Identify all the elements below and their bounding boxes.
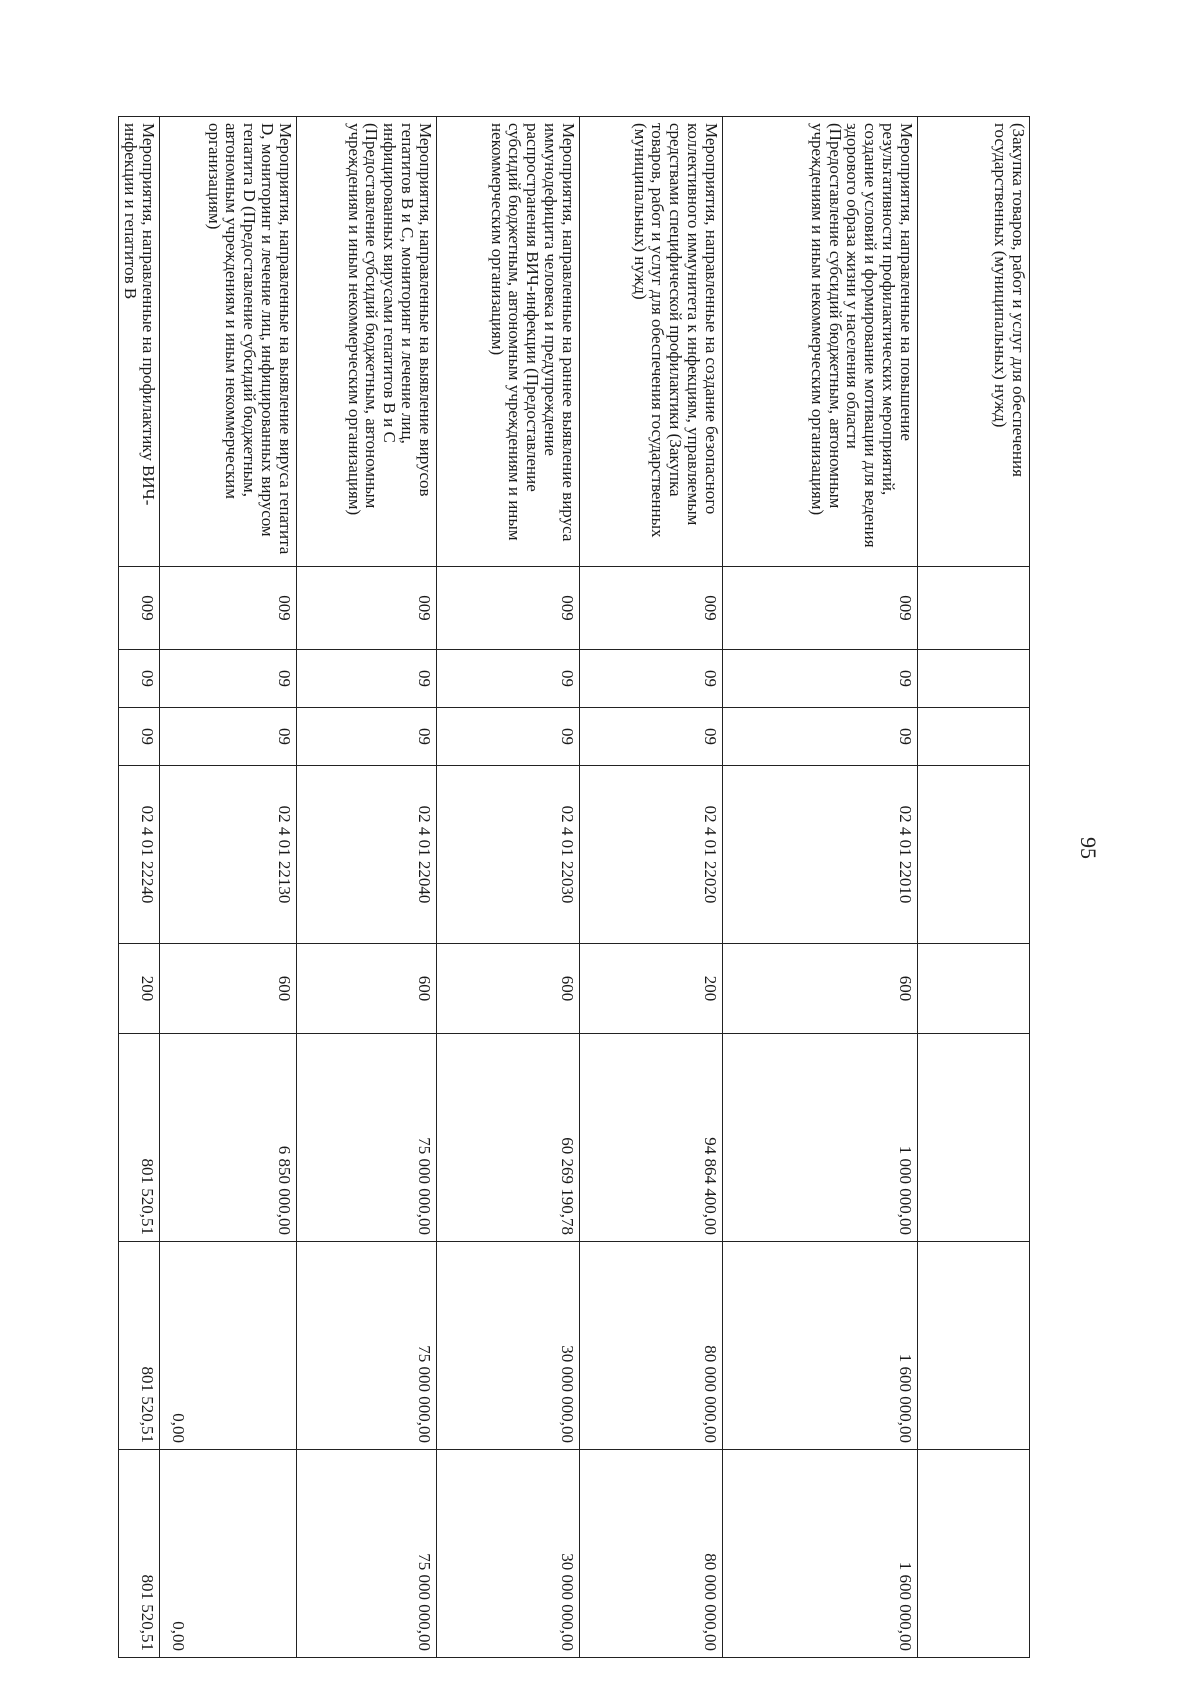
table-row: [160, 117, 297, 1658]
subsection-code: 09: [297, 708, 437, 766]
row-description: Мероприятия, направленные на выявление вируса гепатита D, мониторинг и лечение лиц, инфицированных вирусом гепатита D (Предоставление субсидий бюджетным, автономным учреждениям и иным некоммерческим организациям): [160, 117, 297, 567]
expense-type-code: [918, 944, 1030, 1034]
table-row: [437, 117, 580, 1658]
amount-year-2: [918, 1242, 1030, 1450]
ministry-code: 009: [119, 567, 160, 650]
ministry-code: [918, 567, 1030, 650]
amount-year-3: [918, 1450, 1030, 1658]
ministry-code: 009: [297, 567, 437, 650]
amount-year-2: 1 600 000,00: [723, 1242, 918, 1450]
row-description: Мероприятия, направленные на профилактику ВИЧ-инфекции и гепатитов В: [119, 117, 160, 567]
subsection-code: 09: [160, 708, 297, 766]
table-row: [580, 117, 723, 1658]
amount-year-3: 30 000 000,00: [437, 1450, 580, 1658]
section-code: 09: [580, 650, 723, 708]
section-code: 09: [723, 650, 918, 708]
budget-table: [118, 116, 1030, 1658]
subsection-code: 09: [580, 708, 723, 766]
row-description: Мероприятия, направленные на выявление вирусов гепатитов В и С, мониторинг и лечение лиц, инфицированных вирусами гепатитов В и С (Предоставление субсидий бюджетным, автономным учреждениям и иным некоммерческим организациям): [297, 117, 437, 567]
expense-type-code: 600: [437, 944, 580, 1034]
target-article-code: 02 4 01 22030: [437, 766, 580, 944]
amount-year-1: 6 850 000,00: [160, 1034, 297, 1242]
subsection-code: 09: [119, 708, 160, 766]
section-code: [918, 650, 1030, 708]
subsection-code: 09: [437, 708, 580, 766]
expense-type-code: 600: [723, 944, 918, 1034]
ministry-code: 009: [723, 567, 918, 650]
target-article-code: 02 4 01 22010: [723, 766, 918, 944]
target-article-code: [918, 766, 1030, 944]
rotated-page-area: [121, 116, 1030, 1657]
amount-year-1: [918, 1034, 1030, 1242]
target-article-code: 02 4 01 22240: [119, 766, 160, 944]
subsection-code: [918, 708, 1030, 766]
amount-year-3: 80 000 000,00: [580, 1450, 723, 1658]
table-row: [918, 117, 1030, 1658]
row-description: (Закупка товаров, работ и услуг для обеспечения государственных (муниципальных) нужд): [918, 117, 1030, 567]
table-row: [297, 117, 437, 1658]
section-code: 09: [119, 650, 160, 708]
expense-type-code: 200: [580, 944, 723, 1034]
amount-year-3: 0,00: [160, 1450, 297, 1658]
amount-year-1: 75 000 000,00: [297, 1034, 437, 1242]
ministry-code: 009: [437, 567, 580, 650]
amount-year-1: 1 000 000,00: [723, 1034, 918, 1242]
amount-year-2: 80 000 000,00: [580, 1242, 723, 1450]
table-row: [723, 117, 918, 1658]
rotated-table-container: [121, 116, 1030, 1657]
row-description: Мероприятия, направленные на повышение результативности профилактических мероприятий, создание условий и формирование мотивации для ведения здорового образа жизни у населения области (Предоставление субсидий бюджетным, автономным учреждениям и иным некоммерческим организациям): [723, 117, 918, 567]
amount-year-2: 0,00: [160, 1242, 297, 1450]
amount-year-2: 801 520,51: [119, 1242, 160, 1450]
amount-year-3: 75 000 000,00: [297, 1450, 437, 1658]
amount-year-2: 75 000 000,00: [297, 1242, 437, 1450]
section-code: 09: [297, 650, 437, 708]
row-description: Мероприятия, направленные на раннее выявление вируса иммунодефицита человека и предупреждение распространения ВИЧ-инфекции (Предоставление субсидий бюджетным, автономным учреждениям и иным некоммерческим организациям): [437, 117, 580, 567]
amount-year-2: 30 000 000,00: [437, 1242, 580, 1450]
ministry-code: 009: [160, 567, 297, 650]
expense-type-code: 200: [119, 944, 160, 1034]
target-article-code: 02 4 01 22130: [160, 766, 297, 944]
expense-type-code: 600: [297, 944, 437, 1034]
target-article-code: 02 4 01 22020: [580, 766, 723, 944]
amount-year-1: 801 520,51: [119, 1034, 160, 1242]
amount-year-1: 94 864 400,00: [580, 1034, 723, 1242]
amount-year-3: 1 600 000,00: [723, 1450, 918, 1658]
subsection-code: 09: [723, 708, 918, 766]
page-number: 95: [1076, 837, 1101, 859]
section-code: 09: [160, 650, 297, 708]
target-article-code: 02 4 01 22040: [297, 766, 437, 944]
row-description: Мероприятия, направленные на создание безопасного коллективного иммунитета к инфекциям, управляемым средствами специфической профилактики (Закупка товаров, работ и услуг для обеспечения государственных (муниципальных) нужд): [580, 117, 723, 567]
table-row: [119, 117, 160, 1658]
amount-year-3: 801 520,51: [119, 1450, 160, 1658]
expense-type-code: 600: [160, 944, 297, 1034]
section-code: 09: [437, 650, 580, 708]
amount-year-1: 60 269 190,78: [437, 1034, 580, 1242]
ministry-code: 009: [580, 567, 723, 650]
